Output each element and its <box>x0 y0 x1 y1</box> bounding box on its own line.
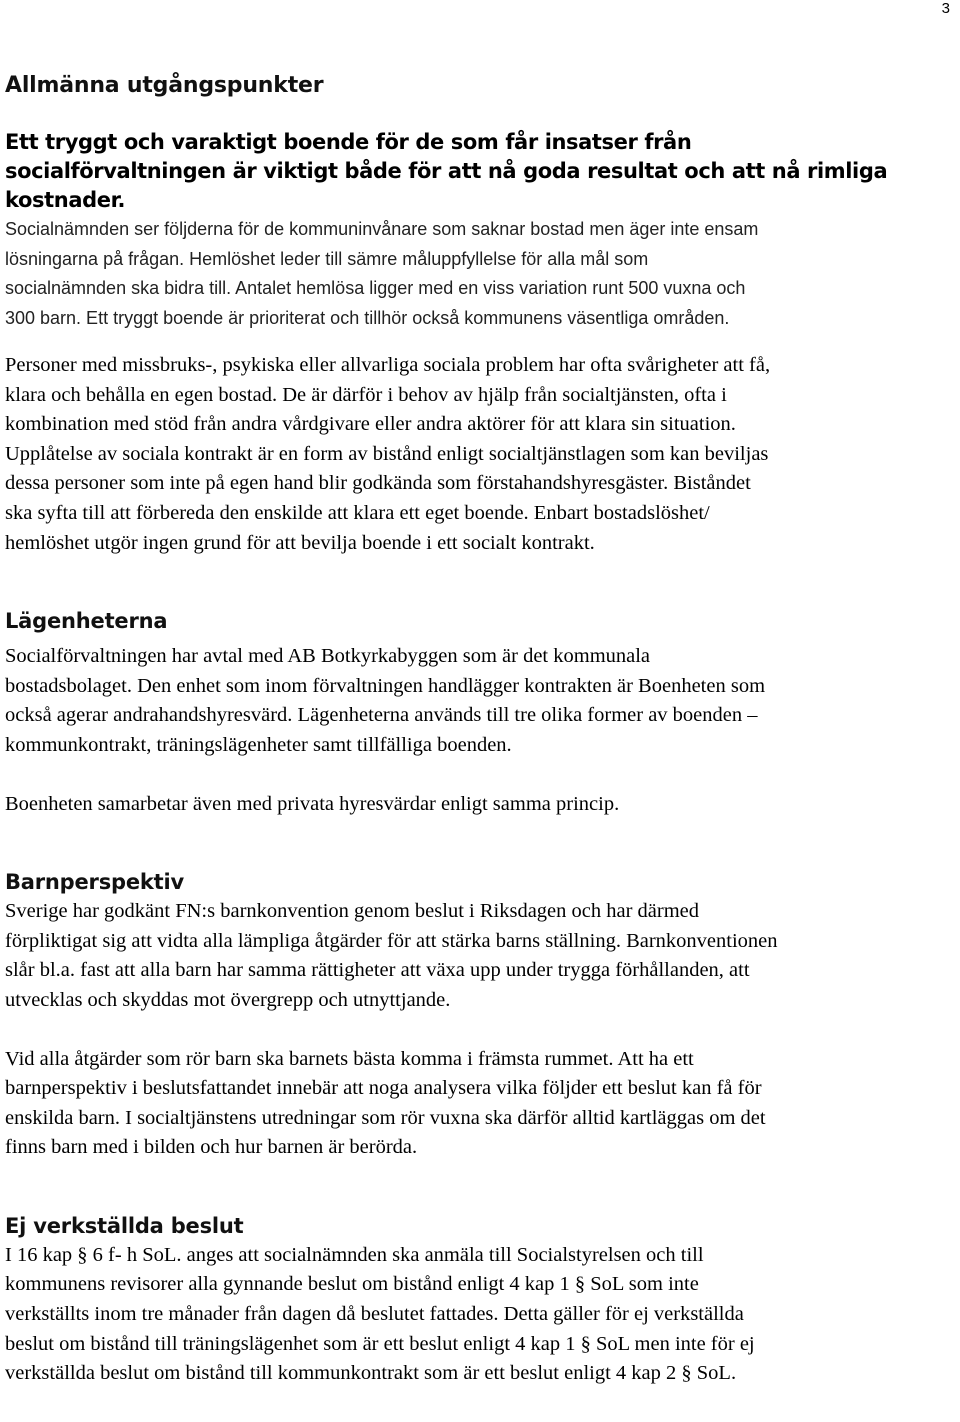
text-line: Sverige har godkänt FN:s barnkonvention genom beslut i Riksdagen och har därmed <box>5 900 700 923</box>
section-heading: Lägenheterna <box>5 609 168 634</box>
paragraph <box>5 351 957 558</box>
text-line: dessa personer som inte på egen hand blir godkända som förstahandshyresgäster. Biståndet <box>5 472 751 495</box>
text-line: ska syfta till att förbereda den enskilde att klara ett eget boende. Enbart bostadslöshet/ <box>5 501 710 524</box>
text-line: Boenheten samarbetar även med privata hyresvärdar enligt samma princip. <box>5 792 620 815</box>
text-line: beslut om bistånd till träningslägenhet som är ett beslut enligt 4 kap 1 § SoL men inte för ej <box>5 1332 755 1355</box>
lead-paragraph <box>5 128 957 215</box>
text-line: slår bl.a. fast att alla barn har samma rättigheter att växa upp under trygga förhållanden, att <box>5 959 750 982</box>
text-line: kommunkontrakt, träningslägenheter samt tillfälliga boenden. <box>5 733 512 756</box>
text-line: Upplåtelse av sociala kontrakt är en form av bistånd enligt socialtjänstlagen som kan beviljas <box>5 442 769 465</box>
text-line: hemlöshet utgör ingen grund för att bevilja boende i ett socialt kontrakt. <box>5 531 595 554</box>
text-line: kombination med stöd från andra vårdgivare eller andra aktörer för att klara sin situation. <box>5 413 736 436</box>
text-line: socialnämnden ska bidra till. Antalet hemlösa ligger med en viss variation runt 500 vuxna och <box>5 278 746 298</box>
paragraph <box>5 897 957 1015</box>
paragraph <box>5 642 957 760</box>
text-line: kostnader. <box>5 188 126 212</box>
text-line: barnperspektiv i beslutsfattandet innebär att noga analysera vilka följder ett beslut kan få för <box>5 1077 762 1100</box>
text-line: kommunens revisorer alla gynnande beslut om bistånd enligt 4 kap 1 § SoL som inte <box>5 1273 699 1296</box>
text-line: bostadsbolaget. Den enhet som inom förvaltningen handlägger kontrakten är Boenheten som <box>5 674 766 697</box>
text-line: verkställda beslut om bistånd till kommunkontrakt som är ett beslut enligt 4 kap 2 § SoL. <box>5 1362 737 1385</box>
paragraph <box>5 1045 957 1163</box>
section-barnperspektiv <box>5 867 957 1163</box>
text-line: utvecklas och skyddas mot övergrepp och utnyttjande. <box>5 988 451 1011</box>
text-line: finns barn med i bilden och hur barnen är berörda. <box>5 1136 418 1159</box>
page-number: 3 <box>941 0 950 17</box>
text-line: klara och behålla en egen bostad. De är därför i behov av hjälp från socialtjänsten, ofta i <box>5 383 727 406</box>
text-line: 300 barn. Ett tryggt boende är prioriterat och tillhör också kommunens väsentliga områden. <box>5 307 730 328</box>
section-heading: Allmänna utgångspunkter <box>5 73 324 98</box>
text-line: verkställts inom tre månader från dagen då beslutet fattades. Detta gäller för ej verkställda <box>5 1303 744 1326</box>
text-line: Ett tryggt och varaktigt boende för de som får insatser från <box>5 130 692 154</box>
text-line: Personer med missbruks-, psykiska eller allvarliga sociala problem har ofta svårigheter att få, <box>5 354 771 376</box>
text-line: Socialförvaltningen har avtal med AB Botkyrkabyggen som är det kommunala <box>5 645 651 668</box>
section-ej-verkstallda-beslut <box>5 1211 957 1389</box>
text-line: lösningarna på frågan. Hemlöshet leder till sämre måluppfyllelse för alla mål som <box>5 248 649 269</box>
document-body <box>5 66 957 1389</box>
text-line: förpliktigat sig att vidta alla lämpliga åtgärder för att stärka barns ställning. Barnkonventionen <box>5 929 778 952</box>
section-allmanna-utgangspunkter <box>5 66 957 558</box>
text-line: enskilda barn. I socialtjänstens utredningar som rör vuxna ska därför alltid kartläggas om det <box>5 1106 766 1129</box>
paragraph <box>5 1241 957 1389</box>
text-line: Socialnämnden ser följderna för de kommuninvånare som saknar bostad men äger inte ensam <box>5 219 759 239</box>
text-line: också agerar andrahandshyresvärd. Lägenheterna används till tre olika former av boenden – <box>5 704 758 727</box>
section-heading: Ej verkställda beslut <box>5 1213 244 1238</box>
section-heading: Barnperspektiv <box>5 870 184 895</box>
text-line: I 16 kap § 6 f- h SoL. anges att socialnämnden ska anmäla till Socialstyrelsen och till <box>5 1243 704 1266</box>
text-line: Vid alla åtgärder som rör barn ska barnets bästa komma i främsta rummet. Att ha ett <box>5 1047 694 1070</box>
text-line: socialförvaltningen är viktigt både för att nå goda resultat och att nå rimliga <box>5 159 888 183</box>
paragraph <box>5 790 957 820</box>
paragraph <box>5 215 957 333</box>
section-lagenheterna <box>5 606 957 819</box>
